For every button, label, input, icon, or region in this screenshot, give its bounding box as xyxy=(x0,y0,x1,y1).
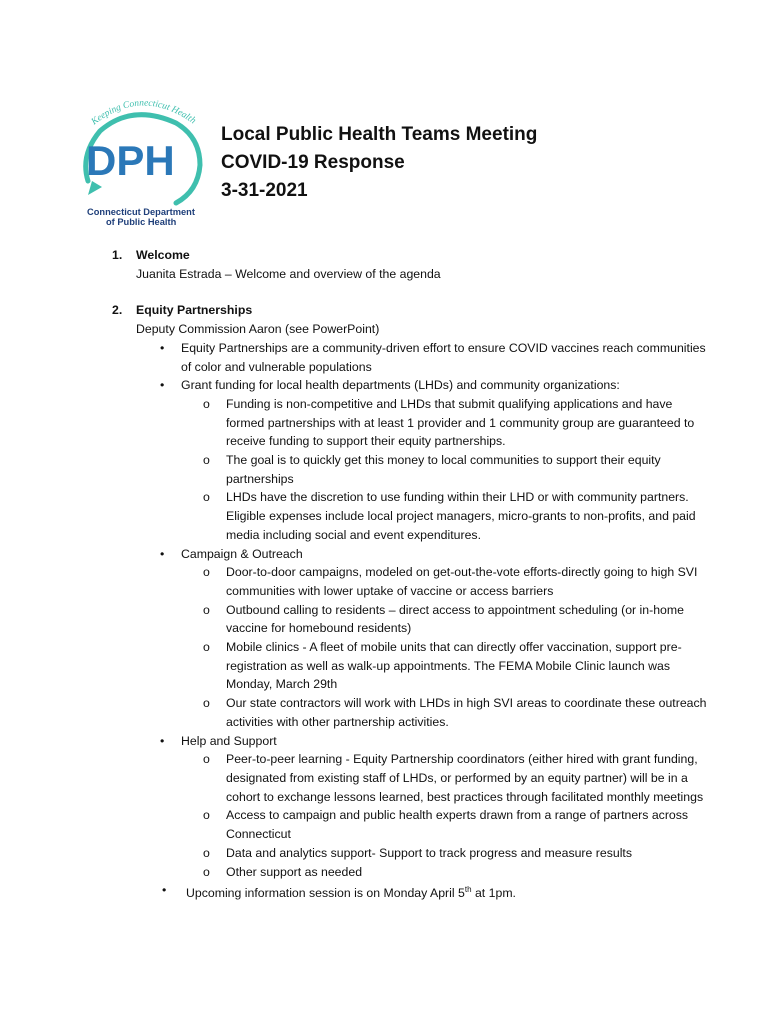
bullet-list xyxy=(136,339,712,881)
list-item: • Campaign & Outreach o Door-to-door campaigns, modeled on get-out-the-vote efforts-directly going to high SVI communities with lower uptake of vaccine or access barriers o Outbound calling to residents – direct access to appointment scheduling (or in-home vaccine for homebound residents) o Mobile clinics - A fleet of mobile units that can directly offer vaccination, support pre-registration as well as walk-up appointments. The FEMA Mobile Clinic launch was Monday, March 29th o Our state contractors will work with LHDs in high SVI areas to coordinate these outreach activities with other partnership activities. xyxy=(136,545,712,732)
sub-list xyxy=(181,750,712,881)
sub-list-item: o Our state contractors will work with LHDs in high SVI areas to coordinate these outreach activities with other partnership activities. xyxy=(203,696,707,729)
section-number: 2. xyxy=(112,303,123,318)
sub-list-item: o Peer-to-peer learning - Equity Partnership coordinators (either hired with grant funding, designated from existing staff of LHDs, or performed by an equity partner) will be in a cohort to exchange lessons learned, best practices through facilitated monthly meetings xyxy=(203,752,704,804)
bullet-icon: • xyxy=(160,546,165,561)
logo-caption-1: Connecticut Department xyxy=(87,207,195,217)
bullet-icon: • xyxy=(160,733,165,748)
circle-bullet-icon: o xyxy=(203,845,210,860)
bullet-icon: • xyxy=(160,378,165,393)
circle-bullet-icon: o xyxy=(203,490,210,505)
sub-list xyxy=(181,395,712,545)
sub-list-item: o The goal is to quickly get this money to local communities to support their equity partnerships xyxy=(203,453,661,486)
sub-list xyxy=(181,563,712,731)
circle-bullet-icon: o xyxy=(203,864,210,879)
section-heading: Equity Partnerships xyxy=(136,303,253,318)
sub-list-item: o Mobile clinics - A fleet of mobile units that can directly offer vaccination, support pre-registration as well as walk-up appointments. The FEMA Mobile Clinic launch was Monday, March 29th xyxy=(203,640,682,692)
circle-bullet-icon: o xyxy=(203,752,210,767)
bullet-icon: • xyxy=(160,340,165,355)
section-intro: Juanita Estrada – Welcome and overview of the agenda xyxy=(136,266,441,281)
sub-list-item: o Door-to-door campaigns, modeled on get-out-the-vote efforts-directly going to high SVI communities with lower uptake of vaccine or access barriers xyxy=(203,565,698,598)
list-item: • Help and Support o Peer-to-peer learning - Equity Partnership coordinators (either hired with grant funding, designated from existing staff of LHDs, or performed by an equity partner) will be in a cohort to exchange lessons learned, best practices through facilitated monthly meetings o Access to campaign and public health experts drawn from a range of partners across Connecticut o Data and analytics support- Support to track progress and measure results o Other support as needed xyxy=(136,732,712,882)
document-title xyxy=(221,121,537,205)
sub-list-item: o Data and analytics support- Support to track progress and measure results xyxy=(181,844,712,863)
bullet-icon: • xyxy=(162,883,167,898)
upcoming-session-item: • Upcoming information session is on Monday April 5th at 1pm. xyxy=(162,883,516,901)
logo-arc-text: Keeping Connecticut Health xyxy=(89,98,198,128)
circle-bullet-icon: o xyxy=(203,396,210,411)
title-line-2: COVID-19 Response xyxy=(221,152,405,173)
sub-list-item: o Access to campaign and public health experts drawn from a range of partners across Connecticut xyxy=(203,808,689,842)
list-item: • Equity Partnerships are a community-driven effort to ensure COVID vaccines reach communities of color and vulnerable populations xyxy=(160,340,706,374)
sub-list-item: o Funding is non-competitive and LHDs that submit qualifying applications and have formed partnerships with at least 1 provider and 1 community group are guaranteed to receive funding to support their equity partnerships. xyxy=(203,396,695,449)
circle-bullet-icon: o xyxy=(203,453,210,468)
circle-bullet-icon: o xyxy=(203,640,210,655)
logo-letters: DPH xyxy=(86,137,175,184)
agenda-content xyxy=(112,246,712,921)
title-date: 3-31-2021 xyxy=(221,180,308,201)
section-intro: Deputy Commission Aaron (see PowerPoint) xyxy=(136,322,380,337)
section-welcome xyxy=(112,246,712,283)
logo-caption-2: of Public Health xyxy=(106,217,177,227)
dph-logo xyxy=(80,95,204,230)
circle-bullet-icon: o xyxy=(203,602,210,617)
sub-list-item: o LHDs have the discretion to use funding within their LHD or with community partners. Eligible expenses include local project managers, micro-grants to non-profits, and paid media including social and event expenditures. xyxy=(203,490,696,542)
section-heading: Welcome xyxy=(136,248,190,262)
circle-bullet-icon: o xyxy=(203,808,210,823)
sub-list-item: o Outbound calling to residents – direct access to appointment scheduling (or in-home vaccine for homebound residents) xyxy=(203,602,684,636)
list-item: • Grant funding for local health departments (LHDs) and community organizations: o Funding is non-competitive and LHDs that submit qualifying applications and have formed partnerships with at least 1 provider and 1 community group are guaranteed to receive funding to support their equity partnerships. o The goal is to quickly get this money to local communities to support their equity partnerships o LHDs have the discretion to use funding within their LHD or with community partners. Eligible expenses include local project managers, micro-grants to non-profits, and paid media including social and event expenditures. xyxy=(136,376,712,544)
section-equity-partnerships xyxy=(112,301,712,903)
section-number: 1. xyxy=(112,248,123,262)
title-line-1: Local Public Health Teams Meeting xyxy=(221,124,538,145)
circle-bullet-icon: o xyxy=(203,696,210,711)
sub-list-item: o Other support as needed xyxy=(181,863,712,882)
circle-bullet-icon: o xyxy=(203,565,210,580)
